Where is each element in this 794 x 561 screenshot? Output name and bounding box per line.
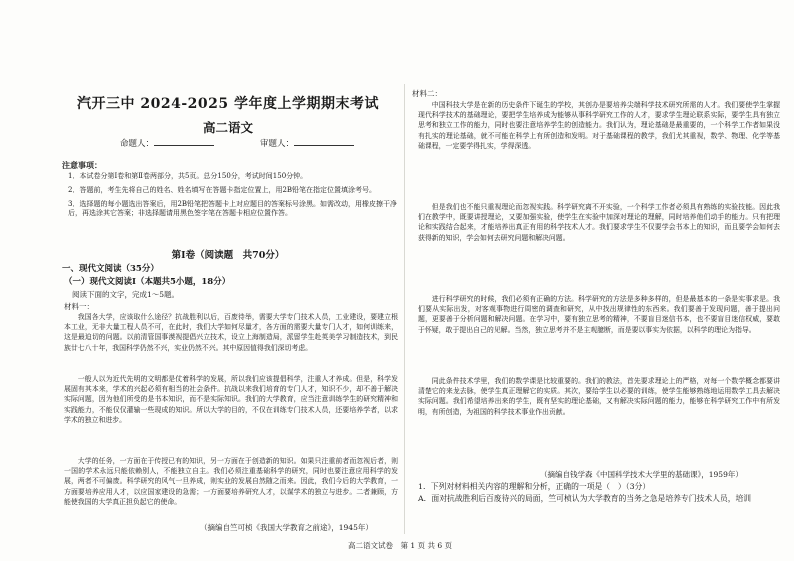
exam-title: 汽开三中 2024-2025 学年度上学期期末考试	[77, 96, 379, 112]
reviewer-blank	[294, 137, 354, 146]
reading-instruction: 阅读下面的文字，完成1～5题。	[72, 290, 180, 299]
note-item: 1．本试卷分第Ⅰ卷和第Ⅱ卷两部分，共5页。总分150分，考试时间150分钟。	[68, 172, 308, 180]
passage-paragraph: 一般人以为近代先明的文明都是仗着科学的发展，所以我们应该提倡科学，注重人才养成。但是，科学发展固有其本来，学术的兴起必须有相当的社会条件。抗战以来我们培育的专门人才，知识不少，却不善于解决实际问题，因为他们所受的是书本知识，而不是实际知识。我们的大学教育，应当注意训练学生的研究精神和实践能力，不能仅仅灌输一些现成的知识。所以大学的目的，不仅在训练专门技术人员，还要培养学者，以求学术的独立和进步。	[64, 375, 398, 424]
page-footer: 高二语文试卷 第 1 页 共 6 页	[348, 541, 452, 550]
subsection-heading: （一）现代文阅读Ⅰ（本题共5小题，18分）	[64, 277, 231, 287]
passage-paragraph: 但是我们也不能只重视理论而忽视实践。科学研究离不开实验，一个科学工作者必须具有熟练的实验技能。因此我们在教学中，既要讲授理论，又要加强实验，使学生在实验中加深对理论的理解，同时培养他们动手的能力。只有把理论和实践结合起来，才能培养出真正有用的科学技术人才。我们要求学生不仅要学会书本上的知识，而且要学会如何去获得新的知识，学会如何去研究问题和解决问题。	[418, 203, 780, 242]
material-label: 材料一：	[64, 302, 94, 311]
passage-paragraph: 进行科学研究的时候，我们必须有正确的方法。科学研究的方法是多种多样的，但是最基本的一条是实事求是。我们要从实际出发，对客观事物进行周密的调查和研究，从中找出规律性的东西来。我们要善于发现问题，善于提出问题，更要善于分析问题和解决问题。在学习中，要有独立思考的精神，不要盲目迷信书本，也不要盲目迷信权威，要敢于怀疑，敢于提出自己的见解。当然，独立思考并不是主观臆断，而是要以事实为依据，以科学的理论为指导。	[418, 295, 780, 334]
reviewer-label: 审题人：	[260, 139, 295, 149]
passage-paragraph: 我国各大学，应该取什么途径？抗战胜利以后，百废待举，需要大学专门技术人员，工业建设，要建立根本工业，无非大量工程人员不可，在此时，我们大学如何尽量才，各方面的需要大量专门人才，如何训练来，这是最迫切的问题。以前清管国事漠视提倡兴立技术，设立上海制造局，派留学生赴英美学习制造技术，到民族廿七八十年，我国科学仍然不兴，实业仍然不兴。其中原因值得我们深切考虑。	[64, 313, 398, 352]
passage-source: （摘编自竺可桢《我国大学教育之前途》，1945年）	[200, 523, 373, 532]
material2-label: 材料二：	[412, 89, 442, 98]
page-fold-divider	[404, 84, 405, 534]
notes-heading: 注意事项：	[62, 160, 102, 170]
question-stem: 1．下列对材料相关内容的理解和分析，正确的一项是（ ）（3分）	[418, 482, 651, 491]
section-heading: 一、现代文阅读（35分）	[62, 264, 159, 274]
passage-paragraph: 同此条件技术学里，我们的数学课是比较重要的。我们的教法，首先要求理论上的严格，对每一个数学概念都要讲清楚它的来龙去脉，使学生真正理解它的实质。其次，要给学生以必要的训练，使学生能够熟练地运用数学工具去解决实际问题。我们希望培养出来的学生，既有坚实的理论基础，又有解决实际问题的能力，能够在科学研究工作中有所发明，有所创造，为祖国的科学技术事业作出贡献。	[418, 377, 780, 416]
note-item: 3．选择题的每小题选出答案后，用2B铅笔把答题卡上对应题目的答案标号涂黑。如需改动，用橡皮擦干净后，再选涂其它答案；非选择题请用黑色签字笔在答题卡相应位置作答。	[68, 200, 398, 217]
passage-paragraph: 大学的任务，一方面在于传授已有的知识，另一方面在于创造新的知识。如果只注重前者而忽视后者，则一国的学术永远只能依赖别人，不能独立自主。我们必须注重基础科学的研究，同时也要注意应用科学的发展，两者不可偏废。科学研究的风气一旦养成，则实业的发展自然随之而来。因此，我们今后的大学教育，一方面要培养应用人才，以应国家建设的急需；一方面要培养研究人才，以谋学术的独立与进步。二者兼顾，方能使我国的大学真正担负起它的使命。	[64, 457, 398, 506]
note-item: 2．答题前，考生先将自己的姓名、姓名填写在答题卡指定位置上，用2B铅笔在指定位置填涂考号。	[68, 186, 377, 194]
part1-title: 第Ⅰ卷（阅读题 共70分）	[171, 250, 285, 261]
question-option: A．面对抗战胜利后百废待兴的局面，竺可桢认为大学教育的当务之急是培养专门技术人员，培训	[418, 494, 752, 503]
subject-title: 高二语文	[202, 120, 253, 135]
proposer-label: 命题人：	[120, 139, 155, 149]
passage-source: （摘编自钱学森《中国科学技术大学里的基础课》，1959年）	[540, 470, 743, 479]
passage-paragraph: 中国科技大学是在新的历史条件下诞生的学校，其创办是要培养尖端科学技术研究所需的人才。我们要使学生掌握现代科学技术的基础理论，要把学生培养成为能够从事科学研究工作的人才，要求学生理论联系实际，要学生具有独立思考和独立工作的能力，同时也要注意培养学生的创造能力。我们认为，理论基础是最重要的，一个科学工作者如果没有扎实的理论基础，就不可能在科学上有所创造和发明。对于基础课程的教学，我们尤其重视，数学、物理、化学等基础课程，一定要学得扎实，学得深透。	[418, 101, 780, 150]
proposer-blank	[154, 137, 214, 146]
reviewer-field	[260, 137, 354, 149]
proposer-field	[120, 137, 214, 149]
